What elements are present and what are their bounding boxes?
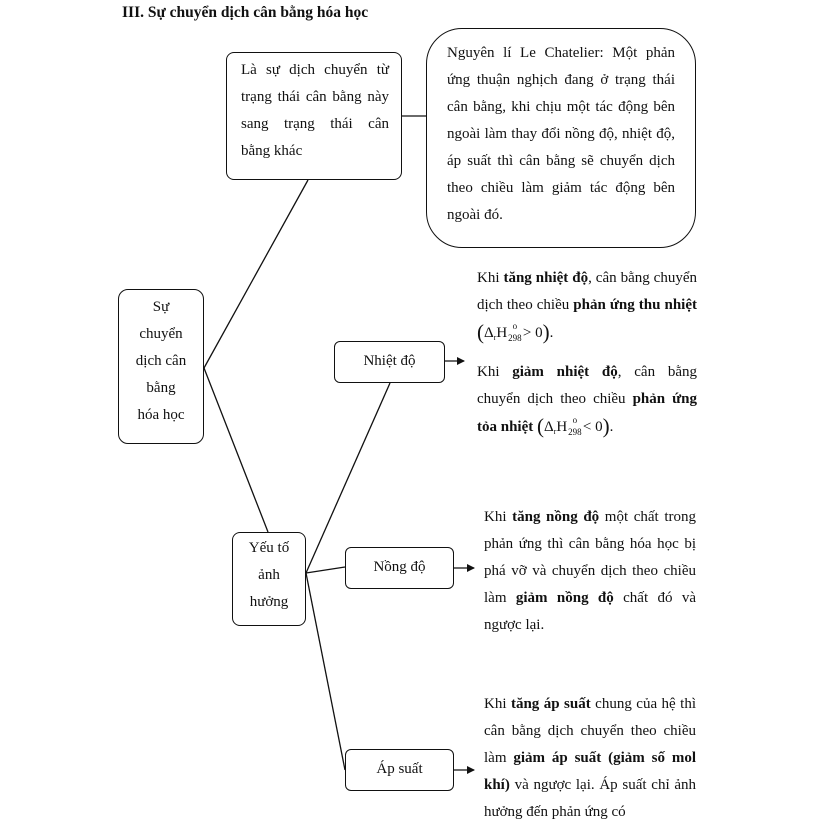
concentration-note: Khi tăng nồng độ một chất trong phản ứng thì cân bằng hóa học bị phá vỡ và chuyển dịch theo chiều làm giảm nồng độ chất đó và ngược lại.	[484, 509, 696, 633]
root-node-equilibrium-shift	[118, 289, 204, 444]
root-to-factors-line	[204, 368, 268, 532]
definition-line: bằng khác	[241, 143, 303, 159]
pressure-node: Áp suất	[345, 749, 454, 791]
definition-line: sang trạng thái cân	[241, 116, 389, 132]
root-line: Sự	[152, 299, 170, 315]
definition-line: trạng thái cân bằng này	[241, 89, 389, 105]
principle-text: Nguyên lí Le Chatelier: Một phản ứng thuận nghịch đang ở trạng thái cân bằng, khi chịu một tác động bên ngoài làm thay đổi nồng độ, nhiệt độ, áp suất thì cân bằng sẽ chuyển dịch theo chiều làm giảm tác động bên ngoài đó.	[447, 45, 675, 223]
temperature-decrease-note: Khi giảm nhiệt độ, cân bằng chuyển dịch theo chiều phản ứng tỏa nhiệt $(\Delta_rH298o < 0)$.	[477, 364, 697, 438]
definition-line: Là sự dịch chuyển từ	[241, 62, 389, 78]
temperature-increase-note: Khi tăng nhiệt độ, cân bằng chuyển dịch theo chiều phản ứng thu nhiệt $(\Delta_rH298o > 0)$.	[477, 270, 698, 344]
factors-line: hưởng	[249, 594, 289, 610]
temperature-node: Nhiệt độ	[334, 341, 445, 383]
concentration-node: Nồng độ	[345, 547, 454, 589]
influencing-factors-node	[232, 532, 306, 626]
root-line: bằng	[146, 380, 176, 396]
factors-to-temperature-line	[306, 383, 390, 573]
factors-line: ảnh	[258, 567, 280, 583]
enthalpy-formula: $(\Delta_rH298o > 0)$	[477, 320, 550, 344]
enthalpy-formula: $(\Delta_rH298o < 0)$	[537, 414, 610, 438]
root-line: hóa học	[137, 407, 185, 423]
factors-to-pressure-line	[306, 573, 345, 770]
section-heading: III. Sự chuyển dịch cân bằng hóa học	[122, 4, 369, 21]
definition-box	[226, 52, 402, 180]
pressure-note: Khi tăng áp suất chung của hệ thì cân bằng dịch chuyển theo chiều làm giảm áp suất (giảm số mol khí) và ngược lại. Áp suất chỉ ảnh hưởng đến phản ứng có	[484, 696, 696, 820]
root-to-definition-line	[204, 180, 308, 368]
factors-to-concentration-line	[306, 567, 345, 573]
factors-line: Yếu tố	[248, 540, 290, 556]
le-chatelier-principle-box	[426, 28, 696, 248]
root-line: dịch cân	[135, 353, 187, 369]
root-line: chuyển	[139, 326, 183, 342]
